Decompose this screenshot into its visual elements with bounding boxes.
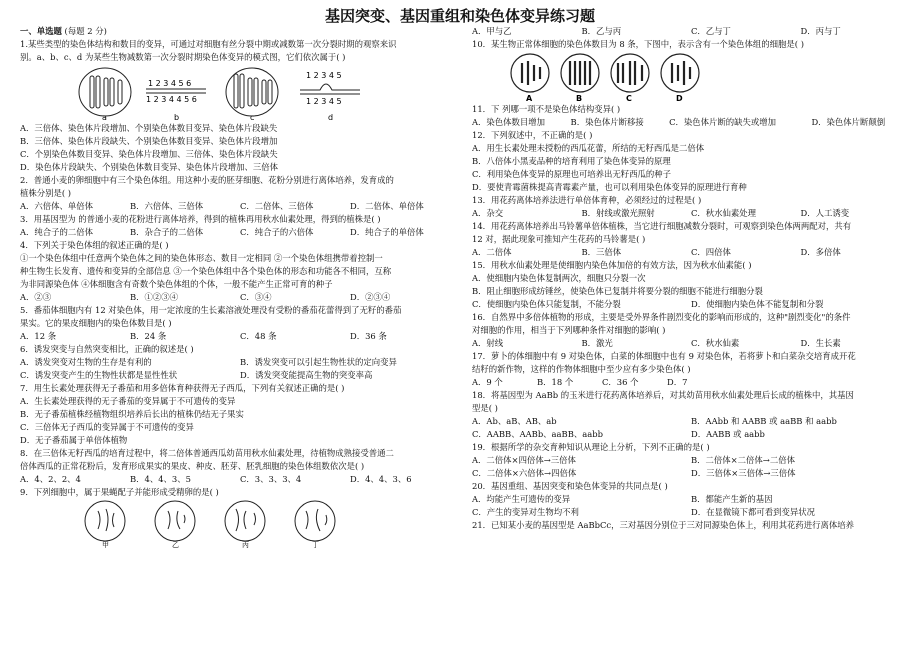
- question-1-cont: 别。a、b、c、d 为某些生物减数第一次分裂时期染色体变异的模式图，它们依次属于( ): [20, 52, 346, 62]
- fig10-label-c: C: [626, 94, 632, 103]
- question-17: 17．萝卜的体细胞中有 9 对染色体，白菜的体细胞中也有 9 对染色体，若将萝卜和白菜杂交培育成开花: [472, 351, 856, 361]
- q3-options: [20, 226, 460, 239]
- question-5-cont: 果实。它的果皮细胞内的染色体数目是( ): [20, 318, 172, 328]
- option: D．36 条: [350, 331, 387, 341]
- option: B．都能产生新的基因: [691, 494, 773, 504]
- q15-option-a: A．使细胞内染色体复制两次，细胞只分裂一次: [472, 273, 646, 283]
- question-5: 5．番茄体细胞内有 12 对染色体，用一定浓度的生长素溶液处理没有受粉的番茄花蕾得到了无籽的番茄: [20, 305, 402, 315]
- option: B．18 个: [537, 377, 574, 387]
- question-4: 4．下列关于染色体组的叙述正确的是( ): [20, 240, 169, 250]
- option: D．使细胞内染色体不能复制和分裂: [691, 299, 824, 309]
- q17-options: [472, 376, 732, 389]
- q20-options-ab: [472, 493, 910, 506]
- option: C．秋水仙素处理: [691, 208, 757, 218]
- q9-options: [472, 25, 910, 38]
- option: B．4、4、3、5: [130, 474, 191, 484]
- left-column: [20, 25, 460, 549]
- option: A．二倍体×四倍体→三倍体: [472, 455, 576, 465]
- q18-options-cd: [472, 428, 910, 441]
- q12-option-b: B．八倍体小黑麦品种的培育利用了染色体变异的原理: [472, 156, 671, 166]
- q12-option-a: A．用生长素处理未授粉的西瓜花蕾，所结的无籽西瓜是二倍体: [472, 143, 705, 153]
- fig-b-bot: 1 2 3 4 4 5 6: [146, 95, 197, 104]
- option: D．4、4、3、6: [350, 474, 412, 484]
- question-1: 1.某些类型的染色体结构和数目的变异，可通过对细胞有丝分裂中期或减数第一次分裂时期的观察来识: [20, 39, 397, 49]
- q1-option-a: A．三倍体、染色体片段增加、个别染色体数目变异、染色体片段缺失: [20, 123, 278, 133]
- option: A．4、2、2、4: [20, 474, 81, 484]
- q7-option-b: B．无子番茄植株经植物组织培养后长出的植株仍结无子果实: [20, 409, 244, 419]
- q2-options: [20, 200, 460, 213]
- question-20: 20．基因重组、基因突变和染色体变异的共同点是( ): [472, 481, 668, 491]
- q1-option-b: B．三倍体、染色体片段缺失、个别染色体数目变异、染色体片段增加: [20, 136, 278, 146]
- question-16: 16．自然界中多倍体植物的形成，主要是受外界条件剧烈变化的影响而形成的，这种"剧烈变化"的条件: [472, 312, 851, 322]
- fruitfly-cells-diagram: [20, 499, 460, 549]
- figure-q9: [20, 499, 460, 549]
- option: D．生长素: [800, 338, 841, 348]
- q12-option-d: D．要使青霉菌株提高青霉素产量，也可以利用染色体变异的原理进行育种: [472, 182, 747, 192]
- q1-option-d: D．染色体片段缺失、个别染色体数目变异、染色体片段增加、三倍体: [20, 162, 278, 172]
- option: C．产生的变异对生物均不利: [472, 507, 579, 517]
- option: B．六倍体、三倍体: [130, 201, 204, 211]
- option: D．人工诱变: [800, 208, 850, 218]
- q4-options: [20, 291, 460, 304]
- option: D．7: [667, 377, 688, 387]
- option: B．二倍体×二倍体→二倍体: [691, 455, 795, 465]
- option: B．射线或激光照射: [581, 208, 655, 218]
- option: B．染色体片断移接: [570, 117, 644, 127]
- fig-b-top: 1 2 3 4 5 6: [148, 79, 192, 88]
- fig-d-bot: 1 2 3 4 5: [306, 97, 342, 106]
- option: A．Ab、aB、AB、ab: [472, 416, 557, 426]
- fig10-label-b: B: [576, 94, 583, 103]
- option: B．激光: [581, 338, 613, 348]
- option: B．乙与丙: [581, 26, 622, 36]
- question-18: 18．将基因型为 AaBb 的玉米进行花药离体培养后，对其幼苗用秋水仙素处理后长成的植株中，其基因: [472, 390, 854, 400]
- fig9-label-jia: 甲: [102, 541, 109, 549]
- option: D．三倍体×三倍体→三倍体: [691, 468, 796, 478]
- fig-label-b: b: [174, 113, 180, 122]
- question-17-cont: 结籽的新作物，这样的作物体细胞中至少应有多少染色体( ): [472, 364, 691, 374]
- option: C．乙与丁: [691, 26, 731, 36]
- option: B．①②③④: [130, 292, 179, 302]
- q20-options-cd: [472, 506, 910, 519]
- question-10: 10．某生物正常体细胞的染色体数目为 8 条，下图中，表示含有一个染色体组的细胞是( ): [472, 39, 805, 49]
- q15-option-b: B．阻止细胞形成纺锤丝，使染色体已复制并将要分裂的细胞不能进行细胞分裂: [472, 286, 763, 296]
- fig-d-top: 1 2 3 4 5: [306, 71, 342, 80]
- question-8: 8．在三倍体无籽西瓜的培育过程中，将二倍体普通西瓜幼苗用秋水仙素处理，待植物成熟接受普通二: [20, 448, 394, 458]
- option: C．二倍体、三倍体: [240, 201, 314, 211]
- option: B．AAbb 和 AABB 或 aaBB 和 aabb: [691, 416, 837, 426]
- option: C．二倍体×六倍体→四倍体: [472, 468, 577, 478]
- right-column: [472, 25, 910, 532]
- q5-options: [20, 330, 460, 343]
- option: A．甲与乙: [472, 26, 512, 36]
- fig-label-c: c: [250, 113, 255, 122]
- option: C．AABB、AABb、aaBB、aabb: [472, 429, 603, 439]
- fig-label-a: a: [102, 113, 107, 122]
- q19-options-ab: [472, 454, 910, 467]
- option: A．②③: [20, 292, 52, 302]
- option: A．均能产生可遗传的变异: [472, 494, 571, 504]
- question-21: 21．已知某小麦的基因型是 AaBbCc，三对基因分别位于三对同源染色体上，利用其花药进行离体培养: [472, 520, 854, 530]
- page-title: 基因突变、基因重组和染色体变异练习题: [324, 7, 595, 25]
- option: D．丙与丁: [800, 26, 841, 36]
- q18-options-ab: [472, 415, 910, 428]
- question-9: 9．下列细胞中，属于果蝇配子并能形成受精卵的是( ): [20, 487, 219, 497]
- q12-option-c: C．利用染色体变异的原理也可培养出无籽西瓜的种子: [472, 169, 672, 179]
- figure-q1: [20, 64, 460, 122]
- question-6: 6．诱发突变与自然突变相比，正确的叙述是( ): [20, 344, 194, 354]
- question-15: 15．用秋水仙素处理是使细胞内染色体加倍的有效方法，因为秋水仙素能( ): [472, 260, 752, 270]
- q15-options-cd: [472, 298, 910, 311]
- q6-options-cd: [20, 369, 460, 382]
- question-3: 3．用基因型为 的普通小麦的花粉进行离体培养，得到的植株再用秋水仙素处理，得到的植株是( ): [20, 214, 381, 224]
- option: D．二倍体、单倍体: [350, 201, 424, 211]
- q19-options-cd: [472, 467, 910, 480]
- option: C．48 条: [240, 331, 277, 341]
- fig9-label-ding: 丁: [312, 541, 319, 549]
- option: A．9 个: [472, 377, 503, 387]
- question-16-cont: 对细胞的作用，相当于下列哪种条件对细胞的影响( ): [472, 325, 666, 335]
- question-7: 7．用生长素处理获得无子番茄和用多倍体育种获得无子西瓜，下列有关叙述正确的是( ): [20, 383, 345, 393]
- q13-options: [472, 207, 910, 220]
- question-14: 14．用花药离体培养出马铃薯单倍体植株，当它进行细胞减数分裂时，可观察到染色体两两配对，共有: [472, 221, 852, 231]
- q7-option-c: C．三倍体无子西瓜的变异属于不可遗传的变异: [20, 422, 194, 432]
- q1-option-c: C．个别染色体数目变异、染色体片段增加、三倍体、染色体片段缺失: [20, 149, 278, 159]
- option: A．六倍体、单倍体: [20, 201, 94, 211]
- fig9-label-yi: 乙: [172, 541, 179, 549]
- question-2-cont: 植株分别是( ): [20, 188, 72, 198]
- question-19: 19．根据所学的杂交育种知识从理论上分析，下列不正确的是( ): [472, 442, 710, 452]
- q14-options: [472, 246, 910, 259]
- option: B．24 条: [130, 331, 167, 341]
- chromosome-cells-diagram: [472, 51, 910, 103]
- option: D．染色体片断颠倒: [811, 117, 886, 127]
- option: C．染色体片断的缺失或增加: [669, 117, 777, 127]
- option: D．纯合子的单倍体: [350, 227, 424, 237]
- section-note: (每题 2 分): [64, 26, 107, 36]
- option: C．秋水仙素: [691, 338, 740, 348]
- q6-options-ab: [20, 356, 460, 369]
- question-2: 2．普通小麦的卵细胞中有三个染色体组。用这种小麦的胚芽细胞、花粉分别进行离体培养，发育成的: [20, 175, 394, 185]
- question-4-stmt2: 种生物生长发育、遗传和变异的全部信息 ③一个染色体组中各个染色体的形态和功能各不相同，互称: [20, 266, 392, 276]
- option: C．36 个: [602, 377, 639, 387]
- question-14-cont: 12 对，据此现象可推知产生花药的马铃薯是( ): [472, 234, 646, 244]
- question-4-stmt3: 为非同源染色体 ④体细胞含有奇数个染色体组的个体，一般不能产生正常可育的种子: [20, 279, 333, 289]
- option: A．诱发突变对生物的生存是有利的: [20, 357, 152, 367]
- option: A．染色体数目增加: [472, 117, 546, 127]
- option: C．纯合子的六倍体: [240, 227, 314, 237]
- question-18-cont: 型是( ): [472, 403, 498, 413]
- question-8-cont: 倍体西瓜的正常花粉后，发育形成果实的果皮、种皮、胚芽、胚乳细胞的染色体组数依次是( ): [20, 461, 365, 471]
- option: C．诱发突变产生的生物性状都是显性性状: [20, 370, 178, 380]
- figure-q10: [472, 51, 910, 103]
- option: C．③④: [240, 292, 272, 302]
- option: B．三倍体: [581, 247, 622, 257]
- option: A．杂交: [472, 208, 504, 218]
- option: D．在显微镜下都可看到变异状况: [691, 507, 815, 517]
- option: C．使细胞内染色体只能复制，不能分裂: [472, 299, 621, 309]
- question-4-stmt1: ①一个染色体组中任意两个染色体之间的染色体形态、数目一定相同 ②一个染色体组携带着控制一: [20, 253, 383, 263]
- fig9-label-bing: 丙: [242, 541, 249, 549]
- question-13: 13．用花药离体培养法进行单倍体育种，必须经过的过程是( ): [472, 195, 702, 205]
- option: D．②③④: [350, 292, 391, 302]
- section-title: 一、单选题: [20, 26, 62, 36]
- question-11: 11．下 列哪一项不是染色体结构变异( ): [472, 104, 621, 114]
- chromosome-diagram: [20, 64, 460, 122]
- q11-options: [472, 116, 910, 129]
- q16-options: [472, 337, 910, 350]
- option: D．诱发突变能提高生物的突变率高: [240, 370, 373, 380]
- q8-options: [20, 473, 460, 486]
- fig10-label-a: A: [526, 94, 533, 103]
- section-heading: [20, 25, 460, 38]
- option: C．四倍体: [691, 247, 731, 257]
- option: D．AABB 或 aabb: [691, 429, 765, 439]
- option: C．3、3、3、4: [240, 474, 302, 484]
- fig-label-d: d: [328, 113, 334, 122]
- q7-option-d: D．无子番茄属于单倍体植物: [20, 435, 128, 445]
- option: A．射线: [472, 338, 504, 348]
- option: A．二倍体: [472, 247, 512, 257]
- question-12: 12．下列叙述中，不正确的是( ): [472, 130, 593, 140]
- option: A．12 条: [20, 331, 57, 341]
- option: D．多倍体: [800, 247, 841, 257]
- option: B．诱发突变可以引起生物性状的定向变异: [240, 357, 397, 367]
- q7-option-a: A．生长素处理获得的无子番茄的变异属于不可遗传的变异: [20, 396, 236, 406]
- option: A．纯合子的二倍体: [20, 227, 94, 237]
- fig10-label-d: D: [676, 94, 683, 103]
- option: B．杂合子的二倍体: [130, 227, 204, 237]
